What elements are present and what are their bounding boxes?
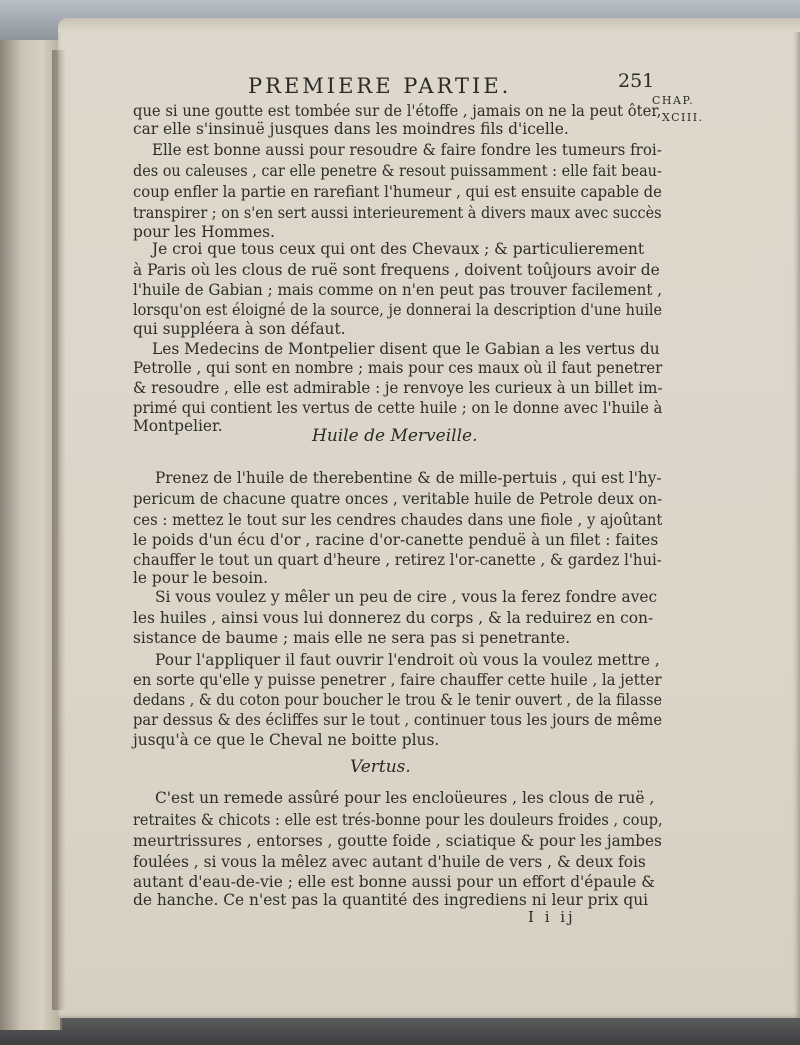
- text-line: retraites & chicots : elle est trés-bonne pour les douleurs froides , coup,: [133, 811, 663, 829]
- text-line: chauffer le tout un quart d'heure , retirez l'or-canette , & gardez l'hui-: [133, 551, 662, 569]
- text-line: ces : mettez le tout sur les cendres chaudes dans une fiole , y ajoûtant: [133, 511, 663, 529]
- page-top-fold: [58, 18, 800, 32]
- text-line: des ou caleuses , car elle penetre & resout puissamment : elle fait beau-: [133, 162, 662, 180]
- text-line: autant d'eau-de-vie ; elle est bonne aussi pour un effort d'épaule &: [133, 873, 655, 891]
- text-line: pericum de chacune quatre onces , veritable huile de Petrole deux on-: [133, 490, 663, 508]
- text-line: Je croi que tous ceux qui ont des Chevaux ; & particulierement: [152, 240, 645, 258]
- text-line: à Paris où les clous de ruë sont frequens , doivent toûjours avoir de: [133, 261, 660, 279]
- text-line: car elle s'insinuë jusques dans les moindres fils d'icelle.: [133, 120, 569, 138]
- text-line: Petrolle , qui sont en nombre ; mais pour ces maux où il faut penetrer: [133, 359, 663, 377]
- text-line: Elle est bonne aussi pour resoudre & faire fondre les tumeurs froi-: [152, 141, 662, 159]
- text-line: qui suppléera à son défaut.: [133, 320, 346, 338]
- text-line: meurtrissures , entorses , goutte foide , sciatique & pour les jambes: [133, 832, 662, 850]
- text-line: les huiles , ainsi vous lui donnerez du corps , & la reduirez en con-: [133, 609, 654, 627]
- gutter-shadow: [52, 50, 66, 1010]
- text-line: Les Medecins de Montpelier disent que le Gabian a les vertus du: [152, 340, 660, 358]
- text-line: le poids d'un écu d'or , racine d'or-canette penduë à un filet : faites: [133, 531, 659, 549]
- text-line: en sorte qu'elle y puisse penetrer , faire chauffer cette huile , la jetter: [133, 671, 662, 689]
- text-line: Montpelier.: [133, 417, 223, 435]
- text-line: foulées , si vous la mêlez avec autant d'huile de vers , & deux fois: [133, 853, 646, 871]
- section-heading-huile-de-merveille: Huile de Merveille.: [312, 426, 478, 446]
- text-line: lorsqu'on est éloigné de la source, je donnerai la description d'une huile: [133, 301, 663, 319]
- text-line: l'huile de Gabian ; mais comme on n'en peut pas trouver facilement ,: [133, 281, 663, 299]
- text-line: jusqu'à ce que le Cheval ne boitte plus.: [133, 731, 440, 749]
- text-line: C'est un remede assûré pour les encloüeures , les clous de ruë ,: [155, 789, 655, 807]
- text-line: dedans , & du coton pour boucher le trou & le tenir ouvert , de la filasse: [133, 691, 663, 709]
- signature-mark: I i ij: [528, 908, 576, 926]
- text-line: coup enfler la partie en rarefiant l'humeur , qui est ensuite capable de: [133, 183, 662, 201]
- text-line: Si vous voulez y mêler un peu de cire , vous la ferez fondre avec: [155, 588, 658, 606]
- text-line: & resoudre , elle est admirable : je renvoye les curieux à un billet im-: [133, 379, 663, 397]
- text-line: que si une goutte est tombée sur de l'étoffe , jamais on ne la peut ôter,: [133, 102, 662, 120]
- text-line: Pour l'appliquer il faut ouvrir l'endroit où vous la voulez mettre ,: [155, 651, 660, 669]
- text-line: transpirer ; on s'en sert aussi interieurement à divers maux avec succès: [133, 204, 662, 222]
- text-line: sistance de baume ; mais elle ne sera pas si penetrante.: [133, 629, 571, 647]
- section-heading-vertus: Vertus.: [350, 757, 411, 777]
- text-line: le pour le besoin.: [133, 569, 268, 587]
- text-line: par dessus & des écliffes sur le tout , continuer tous les jours de même: [133, 711, 663, 729]
- text-line: de hanche. Ce n'est pas la quantité des ingrediens ni leur prix qui: [133, 891, 649, 909]
- margin-note-chapter: CHAP.: [652, 94, 695, 107]
- text-line: pour les Hommes.: [133, 223, 275, 241]
- running-head: PREMIERE PARTIE.: [248, 74, 512, 98]
- page-number: 251: [618, 70, 655, 92]
- text-line: primé qui contient les vertus de cette huile ; on le donne avec l'huile à: [133, 399, 663, 417]
- margin-note-number: XCIII.: [662, 111, 704, 124]
- text-line: Prenez de l'huile de therebentine & de mille-pertuis , qui est l'hy-: [155, 469, 662, 487]
